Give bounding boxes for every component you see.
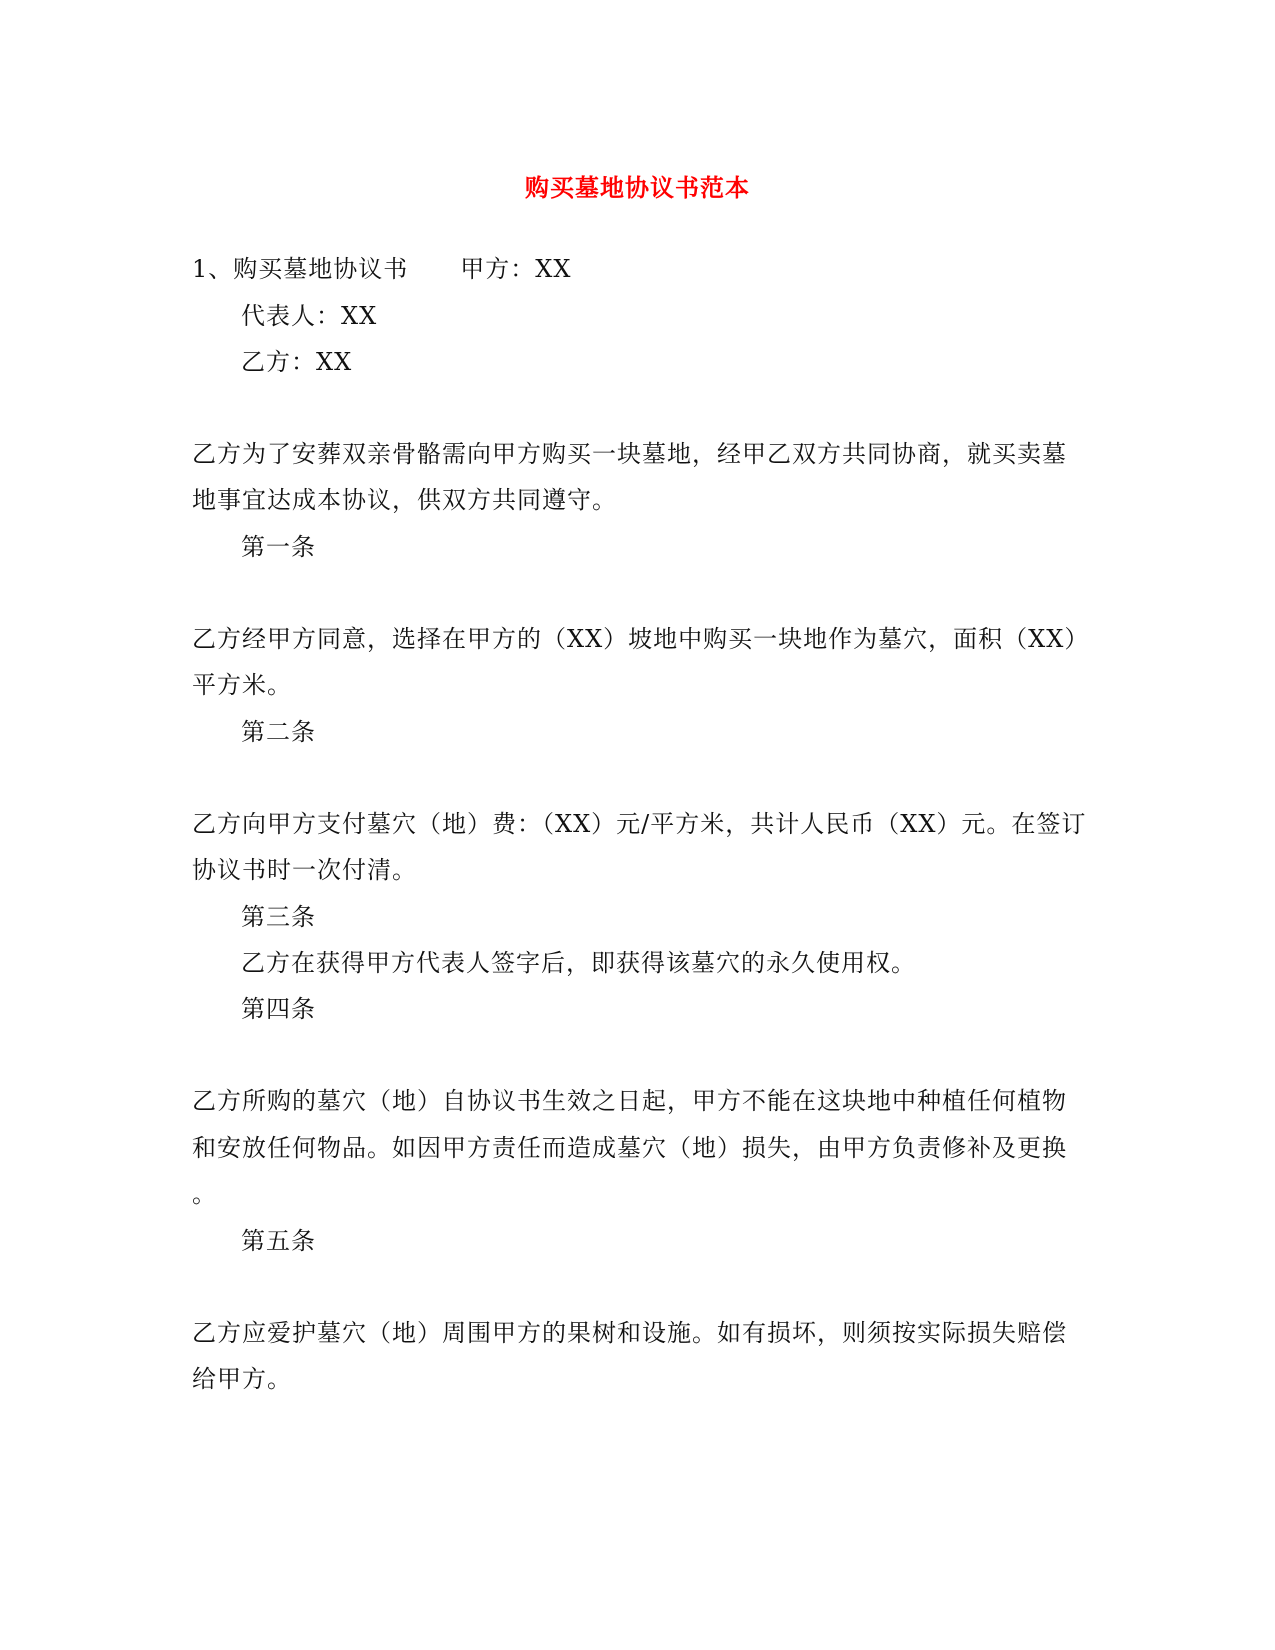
article-text: 乙方所购的墓穴（地）自协议书生效之日起，甲方不能在这块地中种植任何植物 — [192, 1087, 1067, 1115]
party-b: 乙方：XX — [241, 348, 353, 376]
article-text: 平方米。 — [192, 671, 292, 699]
article-heading: 第四条 — [241, 995, 316, 1023]
party-a: 甲方：XX — [460, 255, 572, 283]
article-heading: 第五条 — [241, 1227, 316, 1255]
representative: 代表人：XX — [241, 302, 378, 330]
article-text: 和安放任何物品。如因甲方责任而造成墓穴（地）损失，由甲方负责修补及更换 — [192, 1134, 1067, 1162]
preamble-line: 地事宜达成本协议，供双方共同遵守。 — [192, 486, 617, 514]
article-text: 。 — [192, 1180, 217, 1208]
article-text: 乙方经甲方同意，选择在甲方的（XX）坡地中购买一块地作为墓穴，面积（XX） — [192, 625, 1090, 653]
document-title: 购买墓地协议书范本 — [525, 173, 750, 202]
article-text: 乙方在获得甲方代表人签字后，即获得该墓穴的永久使用权。 — [241, 949, 916, 977]
item-label: 1、购买墓地协议书 — [192, 255, 409, 283]
article-heading: 第三条 — [241, 903, 316, 931]
article-text: 乙方应爱护墓穴（地）周围甲方的果树和设施。如有损坏，则须按实际损失赔偿 — [192, 1319, 1067, 1347]
article-text: 给甲方。 — [192, 1365, 292, 1393]
preamble-line: 乙方为了安葬双亲骨骼需向甲方购买一块墓地，经甲乙双方共同协商，就买卖墓 — [192, 440, 1067, 468]
article-text: 乙方向甲方支付墓穴（地）费：（XX）元/平方米，共计人民币（XX）元。在签订 — [192, 810, 1087, 838]
header-line — [192, 254, 571, 284]
article-text: 协议书时一次付清。 — [192, 856, 417, 884]
article-heading: 第一条 — [241, 533, 316, 561]
article-heading: 第二条 — [241, 718, 316, 746]
